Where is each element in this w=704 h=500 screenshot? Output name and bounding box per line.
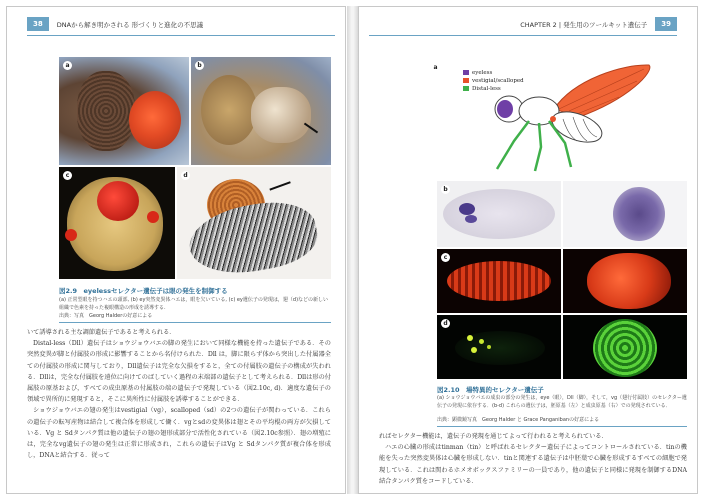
book-gutter [347, 6, 358, 494]
photo-panel-b-embryo [437, 181, 561, 247]
left-page-number: 38 [27, 17, 49, 31]
legend-item-eyeless: eyeless [463, 69, 524, 77]
left-page [6, 6, 346, 494]
panel-label-d-left: d [181, 171, 190, 180]
panel-label-c-left: c [63, 171, 72, 180]
left-paragraph-3: ショウジョウバエの翅の発生はvestigial（vg），scalloped（sd）の2つの遺伝子が関わっている．これらの遺伝子の転写産物は結合して複合体を形成して働く．vgとsdの変異体は翅とその平均棍の両方が欠損している．Vg と Sdタンパク質は他の遺伝子の翅の翅形成部分で活性化されている（図2.10c参照）．翅の増殖には，完全なvg遺伝子の翅の発生は正常に形成され，これらの遺伝子はVg と Sdタンパク質が複合体を形成し，DNAと結合する．従って [27, 407, 331, 460]
right-page [358, 6, 698, 494]
photo-panel-c-wing-disc [563, 249, 687, 313]
legend-item-distal-less: Distal-less [463, 85, 524, 93]
caption-rule-right [437, 426, 687, 427]
left-page-header [27, 17, 335, 31]
panel-label-c-right: c [441, 253, 450, 262]
panel-label-d-right: d [441, 319, 450, 328]
figure-2-9-credit: 出典：写真 Georg Halderの好意による [59, 313, 153, 319]
figure-2-9-title: 図2.9 eyelessセレクター遺伝子は眼の発生を制御する [59, 287, 228, 295]
left-paragraph-2: Distal-less（Dll）遺伝子はショウジョウバエの脚の発生において同様な機能を持った遺伝子である．その突然変異が脚と付属肢の形成に影響することから名付けられた．Dll は，脚に限らず体から突出した付属器全ての付属肢の形成に関与しており，Dll遺伝子は完全な欠損をすると，全ての付属肢の遺伝子の構成が失われる．Dllは，完全な付属肢を遠位に向けてのばしていく過程の末端部の遺伝子として考えられる．Dllは形の付属肢の原基および，すべての成虫原基の付属肢の端の遺伝子で発現している（図2.10c, d)．適度な遺伝子の領域で異所的に発現すると，そこに異所性に付属肢を誘導することができる． [27, 340, 331, 404]
photo-panel-d-dll-expression [437, 315, 561, 379]
figure-2-10-credit: 出典：顕微鏡写真 Georg Halder と Grace Panganibanの好意による [437, 417, 600, 423]
right-page-header [369, 17, 677, 31]
panel-label-a-right: a [433, 64, 438, 71]
right-page-number: 39 [655, 17, 677, 31]
left-header-rule [27, 35, 335, 36]
left-body-text [27, 327, 331, 487]
right-header-rule [369, 35, 677, 36]
photo-panel-a-normal-fly-eye [59, 57, 189, 165]
left-running-head: DNAから解き明かされる 形づくりと進化の不思議 [56, 20, 204, 29]
figure-2-10-caption: (a) ショウジョウバエの成虫の部分の発生は，eye（眼），Dll（脚），そして，vg（翅行付属肢）のセレクター遺伝子の発現に依存する．(b-d) これらの遺伝子は，胚原基（左）と成虫原基（右）での発現されている． [437, 395, 687, 409]
photo-panel-b-imaginal-disc [563, 181, 687, 247]
figure-2-9-caption: (a) 正常型眼を持つハエの頭部, (b) ey突然変異体ハエは，眼を欠いている, (c) ey遺伝子の発現は，翅（d)などの新しい組織で色素を持った複眼構造の形成を誘導する. [59, 297, 329, 311]
left-paragraph-1: いて誘導される主な調節遺伝子であると考えられる． [27, 329, 176, 336]
panel-label-b-right: b [441, 185, 450, 194]
legend-item-vestigial-scalloped: vestigial/scalloped [463, 77, 524, 85]
right-running-head: CHAPTER 2 | 発生用のツールキット遺伝子 [520, 20, 648, 29]
photo-panel-d-leg-disc [563, 315, 687, 379]
right-paragraph-2: ハエの心臓の形成はtinman（tin）と呼ばれるセレクター遺伝子によってコントロールされている．tinの機能を失った突然変異体は心臓を形成しない．tinと関連する遺伝子は中胚葉で心臓を形成するすべての細胞で発現している．これは関わるホメオボックスファミリーの一員であり，他の遺伝子と同様に発現を制御するDNA結合タンパク質をコードしている． [379, 444, 687, 485]
panel-label-a-left: a [63, 61, 72, 70]
right-body-text [379, 431, 687, 491]
fly-gene-expression-illustration [459, 59, 659, 177]
figure-2-10-title: 図2.10 場特異的セレクター遺伝子 [437, 386, 544, 394]
caption-rule [59, 322, 331, 323]
photo-panel-c-ectopic-eye [59, 167, 175, 279]
photo-panel-d-eye-on-wing [177, 167, 331, 279]
right-paragraph-1: ればセレクター機能は，遺伝子の発現を通じてよって行われると考えられている． [379, 433, 608, 440]
photo-panel-b-eyeless-mutant [191, 57, 331, 165]
photo-panel-c-vg-expression [437, 249, 561, 313]
panel-label-b-left: b [195, 61, 204, 70]
